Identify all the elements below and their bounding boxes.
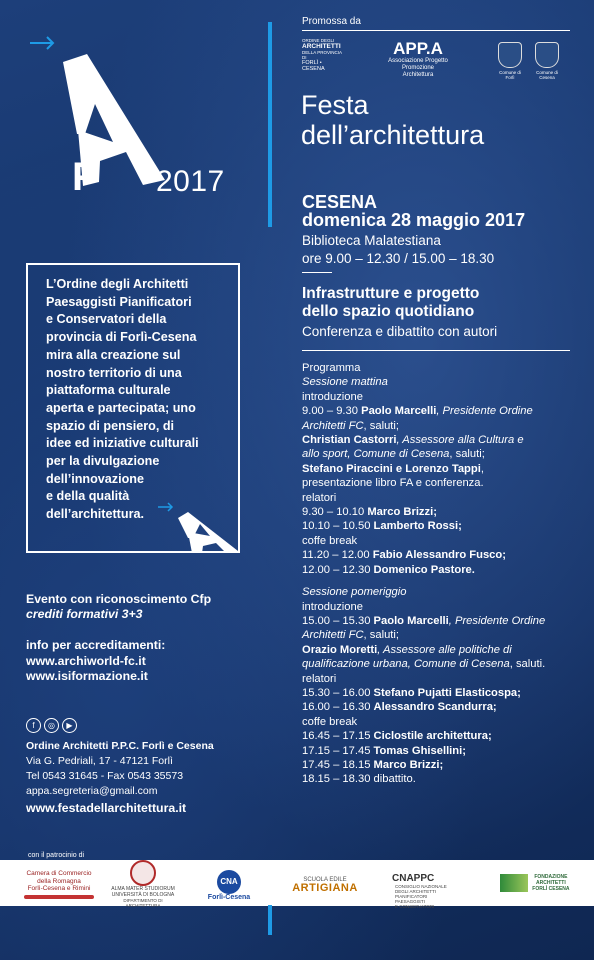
unibo-seal-icon: [130, 860, 156, 886]
accreditation-label: info per accreditamenti:: [26, 638, 166, 652]
ordine-logo-line: FORLÌ • CESENA: [302, 60, 325, 72]
cnappc-logo: [392, 874, 482, 909]
program-line: [302, 758, 572, 772]
time: 9.30 – 10.10: [302, 506, 368, 519]
patronage-label: con il patrocinio di: [28, 852, 85, 859]
time: 12.00 – 12.30: [302, 563, 374, 576]
coffee-break-label: coffe break: [302, 534, 358, 547]
afternoon-intro-label: introduzione: [302, 600, 363, 613]
camera-line: Forlì-Cesena e Rimini: [27, 885, 91, 892]
promoters-rule: [302, 30, 570, 31]
ordine-logo-line: ORDINE DEGLI: [302, 38, 335, 43]
cnappc-line: DEGLI ARCHITETTI: [395, 889, 437, 894]
speaker: Stefano Pujatti Elasticospa;: [373, 686, 521, 699]
scuola-edile-logo: [285, 876, 365, 893]
time: 15.30 – 16.00: [302, 686, 374, 699]
ordine-architetti-logo: [302, 38, 342, 72]
unibo-line: DIPARTIMENTO DI ARCHITETTURA: [123, 898, 163, 908]
intro-line: aperta e partecipata; uno: [46, 400, 196, 415]
comune-cesena-logo: [530, 42, 564, 80]
cna-logo: [196, 870, 262, 902]
title-line-2: [301, 120, 484, 150]
time: 16.45 – 17.15: [302, 730, 374, 743]
program-line: [302, 447, 572, 461]
program-line: [302, 772, 572, 786]
cfp-credits: crediti formativi 3+3: [26, 607, 143, 621]
speaker: Fabio Alessandro Fusco;: [372, 549, 506, 562]
intro-line: e della qualità: [46, 489, 130, 504]
time: 18.15 – 18.30: [302, 773, 374, 786]
promoters-label: Promossa da: [302, 16, 361, 27]
program-line: [302, 462, 572, 476]
event-city: CESENA: [302, 192, 378, 212]
title-main: architettura: [349, 120, 485, 150]
program-line: [302, 548, 572, 562]
ordine-logo-line: ARCHITETTI: [302, 43, 341, 50]
role: , Assessore alle politiche di: [377, 643, 512, 656]
vertical-divider: [268, 22, 272, 227]
intro-line: idee ed iniziative culturali: [46, 436, 199, 451]
org-phone: Tel 0543 31645 - Fax 0543 35573: [26, 770, 184, 782]
coffee-break-label: coffe break: [302, 715, 358, 728]
fondazione-mark-icon: [500, 874, 528, 892]
speaker: Marco Brizzi;: [373, 758, 444, 771]
morning-intro-label: introduzione: [302, 390, 363, 403]
unibo-line: UNIVERSITÀ DI BOLOGNA: [111, 891, 175, 898]
facebook-icon[interactable]: f: [26, 718, 41, 733]
intro-line: piattaforma culturale: [46, 383, 171, 398]
unibo-logo: [108, 860, 178, 908]
speaker: Ciclostile architettura;: [373, 730, 492, 743]
program-line: [302, 628, 572, 642]
cnappc-text: [395, 884, 447, 909]
role: Architetti FC: [302, 419, 364, 432]
role: , Presidente Ordine: [448, 614, 546, 627]
role: Architetti FC: [302, 629, 364, 642]
appa-subtitle: Associazione Progetto: [388, 58, 448, 64]
time: 10.10 – 10.50: [302, 520, 374, 533]
topic-title-line-2: dello spazio quotidiano: [302, 303, 475, 320]
event-hours: ore 9.00 – 12.30 / 15.00 – 18.30: [302, 251, 495, 266]
role: , Assessore alla Cultura e: [396, 434, 524, 447]
forli-crest-icon: [498, 42, 522, 68]
small-a-logo: [158, 498, 240, 553]
intro-line: Paesaggisti Pianificatori: [46, 294, 192, 309]
tail: ,: [480, 462, 484, 475]
camera-swoosh-icon: [24, 895, 94, 899]
fondazione-architetti-logo: [500, 874, 570, 892]
fondazione-line: ARCHITETTI: [536, 880, 566, 886]
program-line: presentazione libro FA e conferenza.: [302, 477, 484, 490]
speaker: Orazio Moretti: [302, 643, 378, 656]
short-divider: [302, 272, 332, 273]
cna-label: Forlì-Cesena: [207, 894, 251, 901]
cnappc-mark: CNAPPC: [392, 873, 435, 884]
time: 11.20 – 12.00: [302, 549, 373, 562]
appa-logo: [388, 40, 448, 79]
scuola-edile-prefix: SCUOLA EDILE: [303, 877, 347, 883]
afternoon-session-title: Sessione pomeriggio: [302, 586, 407, 599]
speaker: Lamberto Rossi;: [373, 520, 462, 533]
small-a-shape: [178, 512, 238, 553]
relatori-label: relatori: [302, 672, 337, 685]
tail: , saluti;: [449, 448, 485, 461]
camera-commercio-logo: [22, 870, 96, 899]
speaker: Tomas Ghisellini;: [373, 744, 466, 757]
logo-letter-f: F: [72, 155, 97, 199]
program: [302, 361, 572, 787]
topic-title-line-1: Infrastrutture e progetto: [302, 285, 480, 302]
cnappc-line: CONSIGLIO NAZIONALE: [395, 884, 447, 889]
program-line: [302, 563, 572, 577]
program-line: [302, 505, 572, 519]
speaker: Paolo Marcelli: [373, 614, 449, 627]
event-venue: Biblioteca Malatestiana: [302, 233, 441, 248]
program-line: [302, 729, 572, 743]
intro-line: dell’architettura.: [46, 507, 144, 522]
unibo-line: ALMA MATER STUDIORUM: [111, 886, 175, 892]
event-date: domenica 28 maggio 2017: [302, 210, 526, 230]
social-icons: [26, 718, 80, 736]
relatori-label: relatori: [302, 491, 337, 504]
festival-website[interactable]: www.festadellarchitettura.it: [26, 801, 187, 815]
program-line: [302, 419, 572, 433]
time: 9.00 – 9.30: [302, 405, 362, 418]
comune-cesena-label: Comune di Cesena: [536, 70, 558, 80]
fondazione-line: FORLÌ CESENA: [532, 886, 570, 892]
camera-line: Camera di Commercio: [26, 870, 92, 877]
org-name: Ordine Architetti P.P.C. Forlì e Cesena: [26, 740, 214, 752]
topic-subtitle: Conferenza e dibattito con autori: [302, 324, 498, 339]
bottom-blue-rule: [268, 905, 272, 935]
cesena-crest-icon: [535, 42, 559, 68]
program-line: [302, 433, 572, 447]
speaker: Alessandro Scandurra;: [373, 701, 497, 714]
role: , Presidente Ordine: [436, 405, 533, 418]
intro-text: [46, 276, 236, 524]
program-line: [302, 519, 572, 533]
role: qualificazione urbana, Comune di Cesena: [302, 658, 510, 671]
program-rule: [302, 350, 570, 351]
tail: , saluti.: [509, 658, 546, 671]
fondazione-line: FONDAZIONE: [534, 874, 568, 880]
tail: , saluti;: [363, 629, 399, 642]
cnappc-line: PAESAGGISTI: [395, 899, 425, 904]
program-line: [302, 404, 572, 418]
scuola-edile-name: ARTIGIANA: [292, 881, 358, 894]
fondazione-text: [532, 874, 569, 892]
cna-mark-icon: CNA: [217, 870, 241, 894]
time: 17.15 – 17.45: [302, 744, 374, 757]
comune-forli-logo: [495, 42, 525, 80]
time: 16.00 – 16.30: [302, 701, 374, 714]
program-line: [302, 686, 572, 700]
appa-subtitle: Promozione Architettura: [401, 65, 434, 78]
comune-forli-label: Comune di Forlì: [499, 70, 521, 80]
intro-line: nostro territorio di una: [46, 365, 182, 380]
accreditation-link-1[interactable]: www.archiworld-fc.it: [26, 654, 146, 668]
event-year: 2017: [156, 165, 225, 198]
intro-line: spazio di pensiero, di: [46, 418, 175, 433]
org-address: Via G. Pedriali, 17 - 47121 Forlì: [26, 755, 173, 767]
time: 15.00 – 15.30: [302, 614, 374, 627]
intro-line: provincia di Forlì-Cesena: [46, 330, 197, 345]
ordine-logo-line: DELLA PROVINCIA DI: [302, 50, 342, 60]
small-arrow-icon: [158, 503, 172, 511]
camera-line: della Romagna: [37, 877, 81, 885]
role: allo sport, Comune di Cesena: [302, 448, 450, 461]
intro-line: dell’innovazione: [46, 471, 144, 486]
intro-line: mira alla creazione sul: [46, 347, 181, 362]
appa-title: APP.A: [393, 39, 443, 58]
morning-session-title: Sessione mattina: [302, 376, 388, 389]
speaker: Stefano Piraccini e Lorenzo Tappi: [302, 462, 481, 475]
speaker: Christian Castorri: [302, 434, 397, 447]
cnappc-line: PIANIFICATORI: [395, 894, 428, 899]
instagram-icon[interactable]: ◎: [44, 718, 59, 733]
program-line: [302, 744, 572, 758]
intro-line: per la divulgazione: [46, 454, 160, 469]
cnappc-line: E CONSERVATORI: [395, 904, 435, 909]
tail: , saluti;: [363, 419, 399, 432]
cfp-title: Evento con riconoscimento Cfp: [26, 592, 212, 606]
program-line: [302, 657, 572, 671]
program-line: [302, 614, 572, 628]
title-line-1: Festa: [301, 90, 369, 120]
program-heading: Programma: [302, 362, 361, 374]
accreditation-link-2[interactable]: www.isiformazione.it: [26, 669, 148, 683]
program-line: [302, 700, 572, 714]
speaker: Marco Brizzi;: [367, 506, 437, 519]
speaker: Paolo Marcelli: [361, 405, 437, 418]
youtube-icon[interactable]: ▶: [62, 718, 77, 733]
logo-arrow-icon: [30, 37, 53, 49]
intro-line: L’Ordine degli Architetti: [46, 277, 189, 291]
speaker: Domenico Pastore.: [373, 563, 475, 576]
intro-line: e Conservatori della: [46, 312, 167, 327]
title-prefix: dell’: [301, 120, 350, 150]
speaker: dibattito.: [373, 773, 416, 786]
time: 17.45 – 18.15: [302, 758, 374, 771]
org-email[interactable]: appa.segreteria@gmail.com: [26, 785, 158, 797]
program-line: [302, 643, 572, 657]
